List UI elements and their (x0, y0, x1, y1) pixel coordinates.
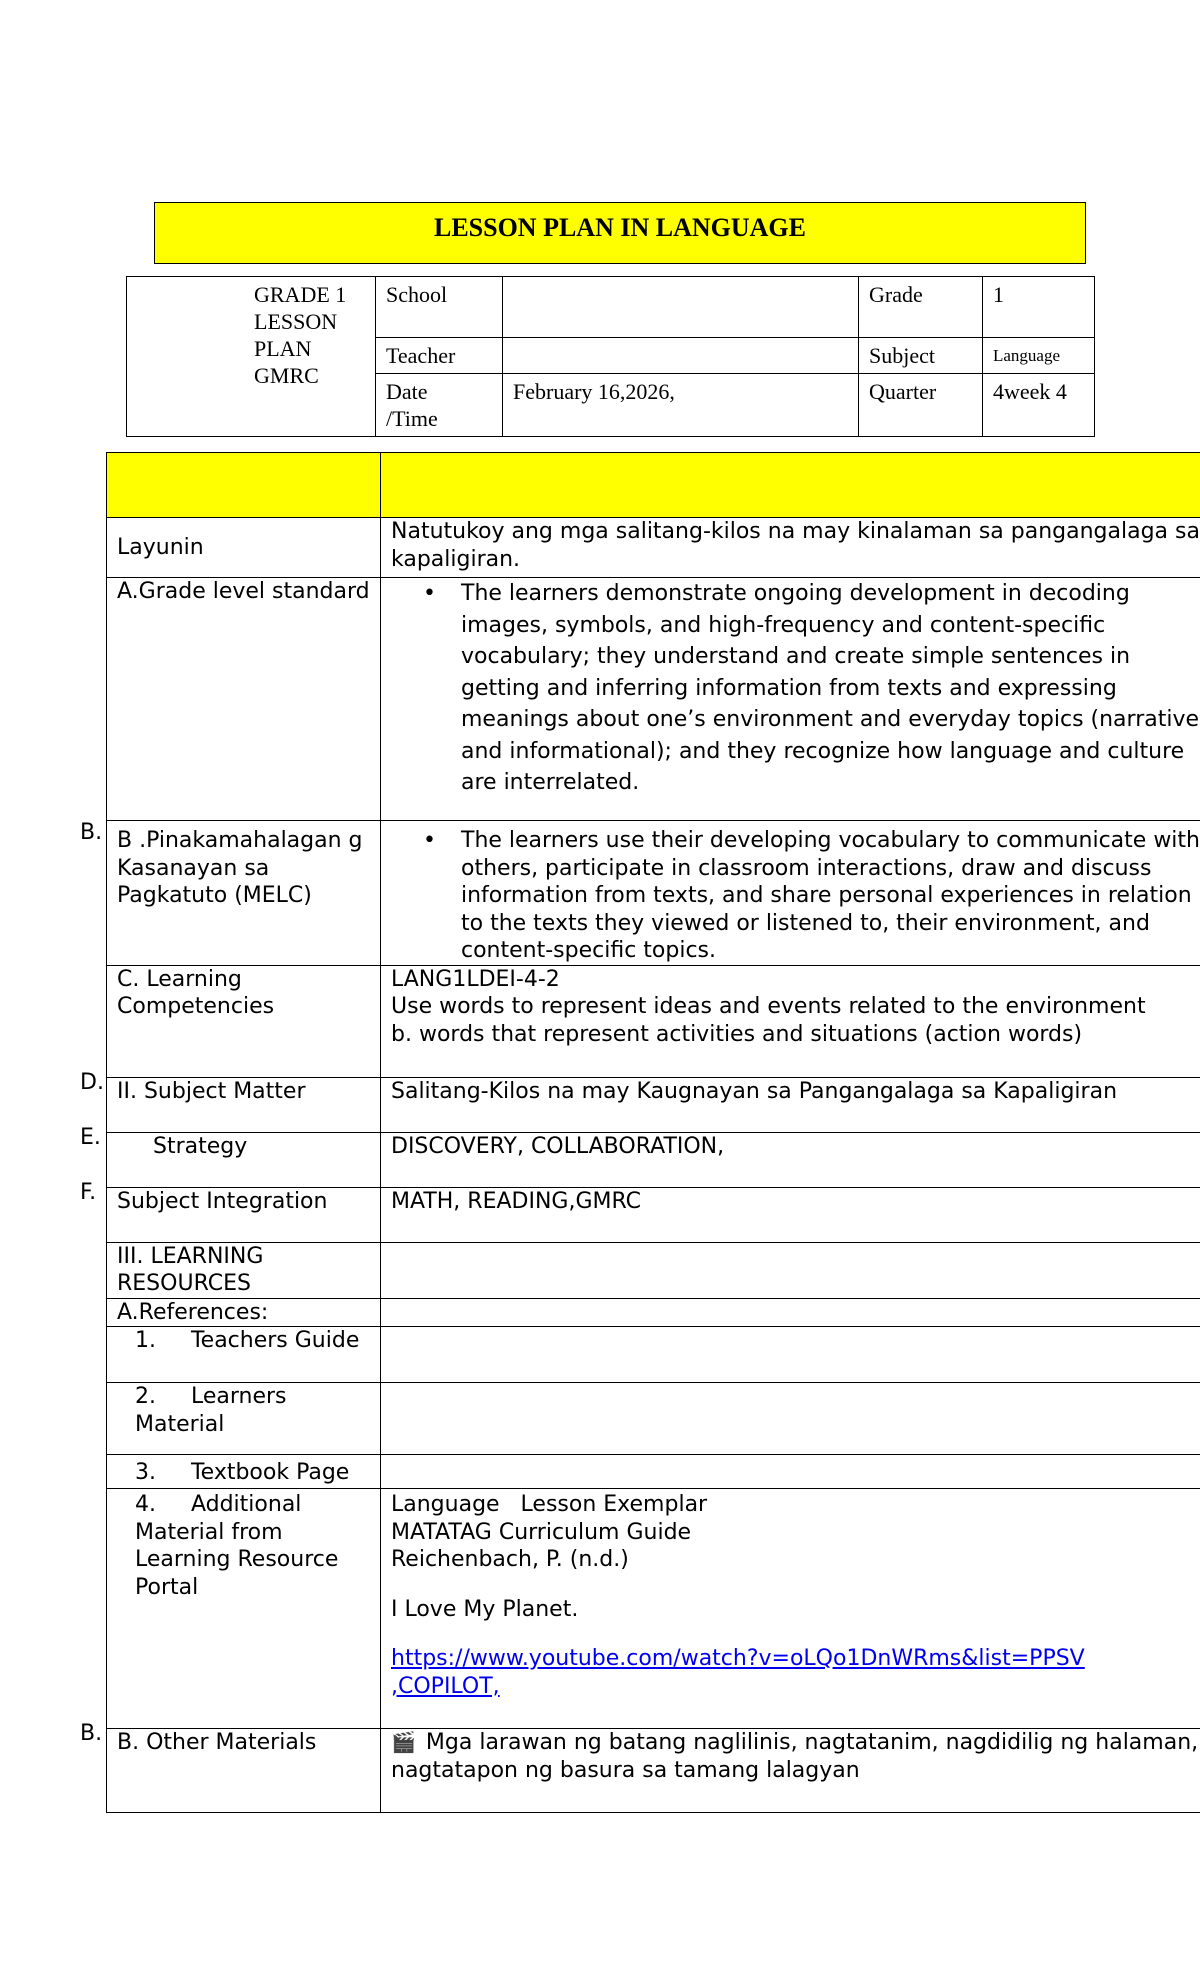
header-cell-left (107, 453, 381, 518)
references-label: A.References: (107, 1298, 381, 1327)
integration-label: Subject Integration (107, 1187, 381, 1242)
grade-key: Grade (859, 277, 983, 338)
grade-lesson-label (127, 277, 376, 437)
integration-value: MATH, READING,GMRC (381, 1187, 1200, 1242)
grade-value[interactable]: 1 (983, 277, 1095, 338)
other-materials-cell (381, 1729, 1200, 1813)
copilot-link[interactable]: ,COPILOT, (391, 1673, 500, 1699)
competencies-label: C. Learning Competencies (107, 965, 381, 1077)
subject-value[interactable]: Language (983, 338, 1095, 374)
textbook-label (107, 1455, 381, 1489)
header-cell-right (381, 453, 1200, 518)
teachers-guide-value (381, 1327, 1200, 1383)
teachers-guide-label (107, 1327, 381, 1383)
date-label (376, 374, 503, 437)
school-label: School (376, 277, 503, 338)
spacer (391, 1623, 1200, 1645)
resources-value (381, 1242, 1200, 1298)
other-materials-value: Mga larawan ng batang naglilinis, nagtatanim, nagdidilig ng halaman, nagtatapon ng basura sa tamang lalagyan (391, 1730, 1199, 1783)
grade-label-line: GMRC (254, 363, 319, 388)
additional-line: Language Lesson Exemplar (391, 1492, 708, 1517)
layunin-label: Layunin (107, 518, 381, 578)
item-number: 2. (135, 1384, 156, 1409)
other-materials-label: B. Other Materials (107, 1729, 381, 1813)
grade-standard-cell (381, 578, 1200, 821)
layunin-value: Natutukoy ang mga salitang-kilos na may kinalaman sa pangangalaga sa kapaligiran. (381, 518, 1200, 578)
item-text: Additional Material from Learning Resource Portal (135, 1492, 339, 1600)
learners-material-value (381, 1383, 1200, 1455)
teacher-label: Teacher (376, 338, 503, 374)
strategy-label: Strategy (107, 1132, 381, 1187)
competency-code: LANG1LDEI-4-2 (391, 966, 560, 992)
competency-sub: b. words that represent activities and situations (action words) (391, 1021, 1083, 1047)
grade-label-line: LESSON (254, 309, 338, 334)
references-value (381, 1298, 1200, 1327)
info-table (126, 276, 1095, 437)
item-number: 1. (135, 1328, 156, 1353)
melc-bullet: • The learners use their developing vocabulary to communicate with others, participate in classroom interactions, draw and discuss information from texts, and share personal experiences in relation to the texts they viewed or listened to, their environment, and content-specific topics. (461, 827, 1200, 965)
quarter-value[interactable]: 4week 4 (983, 374, 1095, 437)
school-value[interactable] (503, 277, 859, 338)
additional-label (107, 1489, 381, 1729)
grade-standard-label: A.Grade level standard (107, 578, 381, 821)
item-number: 4. (135, 1492, 156, 1517)
outer-mark-f: F. (80, 1180, 97, 1205)
additional-line: MATATAG Curriculum Guide (391, 1519, 692, 1545)
additional-cell (381, 1489, 1200, 1729)
additional-line: I Love My Planet. (391, 1596, 579, 1622)
subject-label: Subject (859, 338, 983, 374)
textbook-value (381, 1455, 1200, 1489)
page-title: LESSON PLAN IN LANGUAGE (154, 202, 1086, 264)
outer-mark-b: B. (80, 820, 103, 845)
quarter-label: Quarter (859, 374, 983, 437)
item-text: Textbook Page (190, 1460, 350, 1485)
learners-material-label (107, 1383, 381, 1455)
grade-standard-bullet: • The learners demonstrate ongoing development in decoding images, symbols, and high-frequency and content-specific vocabulary; they understand and create simple sentences in getting and inferring information from texts and expressing meanings about one’s environment and everyday topics (narrative and informational); and they recognize how language and culture are interrelated. (461, 578, 1200, 799)
item-number: 3. (135, 1460, 156, 1485)
grade-label-line: GRADE 1 (254, 282, 347, 307)
melc-cell (381, 821, 1200, 966)
grade-label-line: PLAN (254, 336, 312, 361)
melc-label: B .Pinakamahalagan g Kasanayan sa Pagkatuto (MELC) (107, 821, 381, 966)
subject-matter-label: II. Subject Matter (107, 1077, 381, 1132)
item-text: Learners Material (135, 1384, 287, 1437)
competencies-cell (381, 965, 1200, 1077)
outer-mark-e: E. (80, 1125, 101, 1150)
youtube-link[interactable]: https://www.youtube.com/watch?v=oLQo1DnWRms&list=PPSV (391, 1646, 1085, 1671)
additional-line: Reichenbach, P. (n.d.) (391, 1547, 629, 1572)
outer-mark-d: D. (80, 1070, 104, 1095)
date-value[interactable]: February 16,2026, (503, 374, 859, 437)
clapperboard-icon: 🎬 (391, 1730, 416, 1754)
strategy-value: DISCOVERY, COLLABORATION, (381, 1132, 1200, 1187)
date-label-line: Date (386, 379, 428, 404)
spacer (391, 1574, 1200, 1596)
date-label-line: /Time (386, 406, 438, 431)
lesson-table (106, 452, 1200, 1813)
teacher-value[interactable] (503, 338, 859, 374)
resources-label: III. LEARNING RESOURCES (107, 1242, 381, 1298)
outer-mark-b2: B. (80, 1721, 103, 1746)
subject-matter-value: Salitang-Kilos na may Kaugnayan sa Pangangalaga sa Kapaligiran (381, 1077, 1200, 1132)
competency-text: Use words to represent ideas and events related to the environment (391, 994, 1146, 1019)
item-text: Teachers Guide (190, 1328, 360, 1353)
